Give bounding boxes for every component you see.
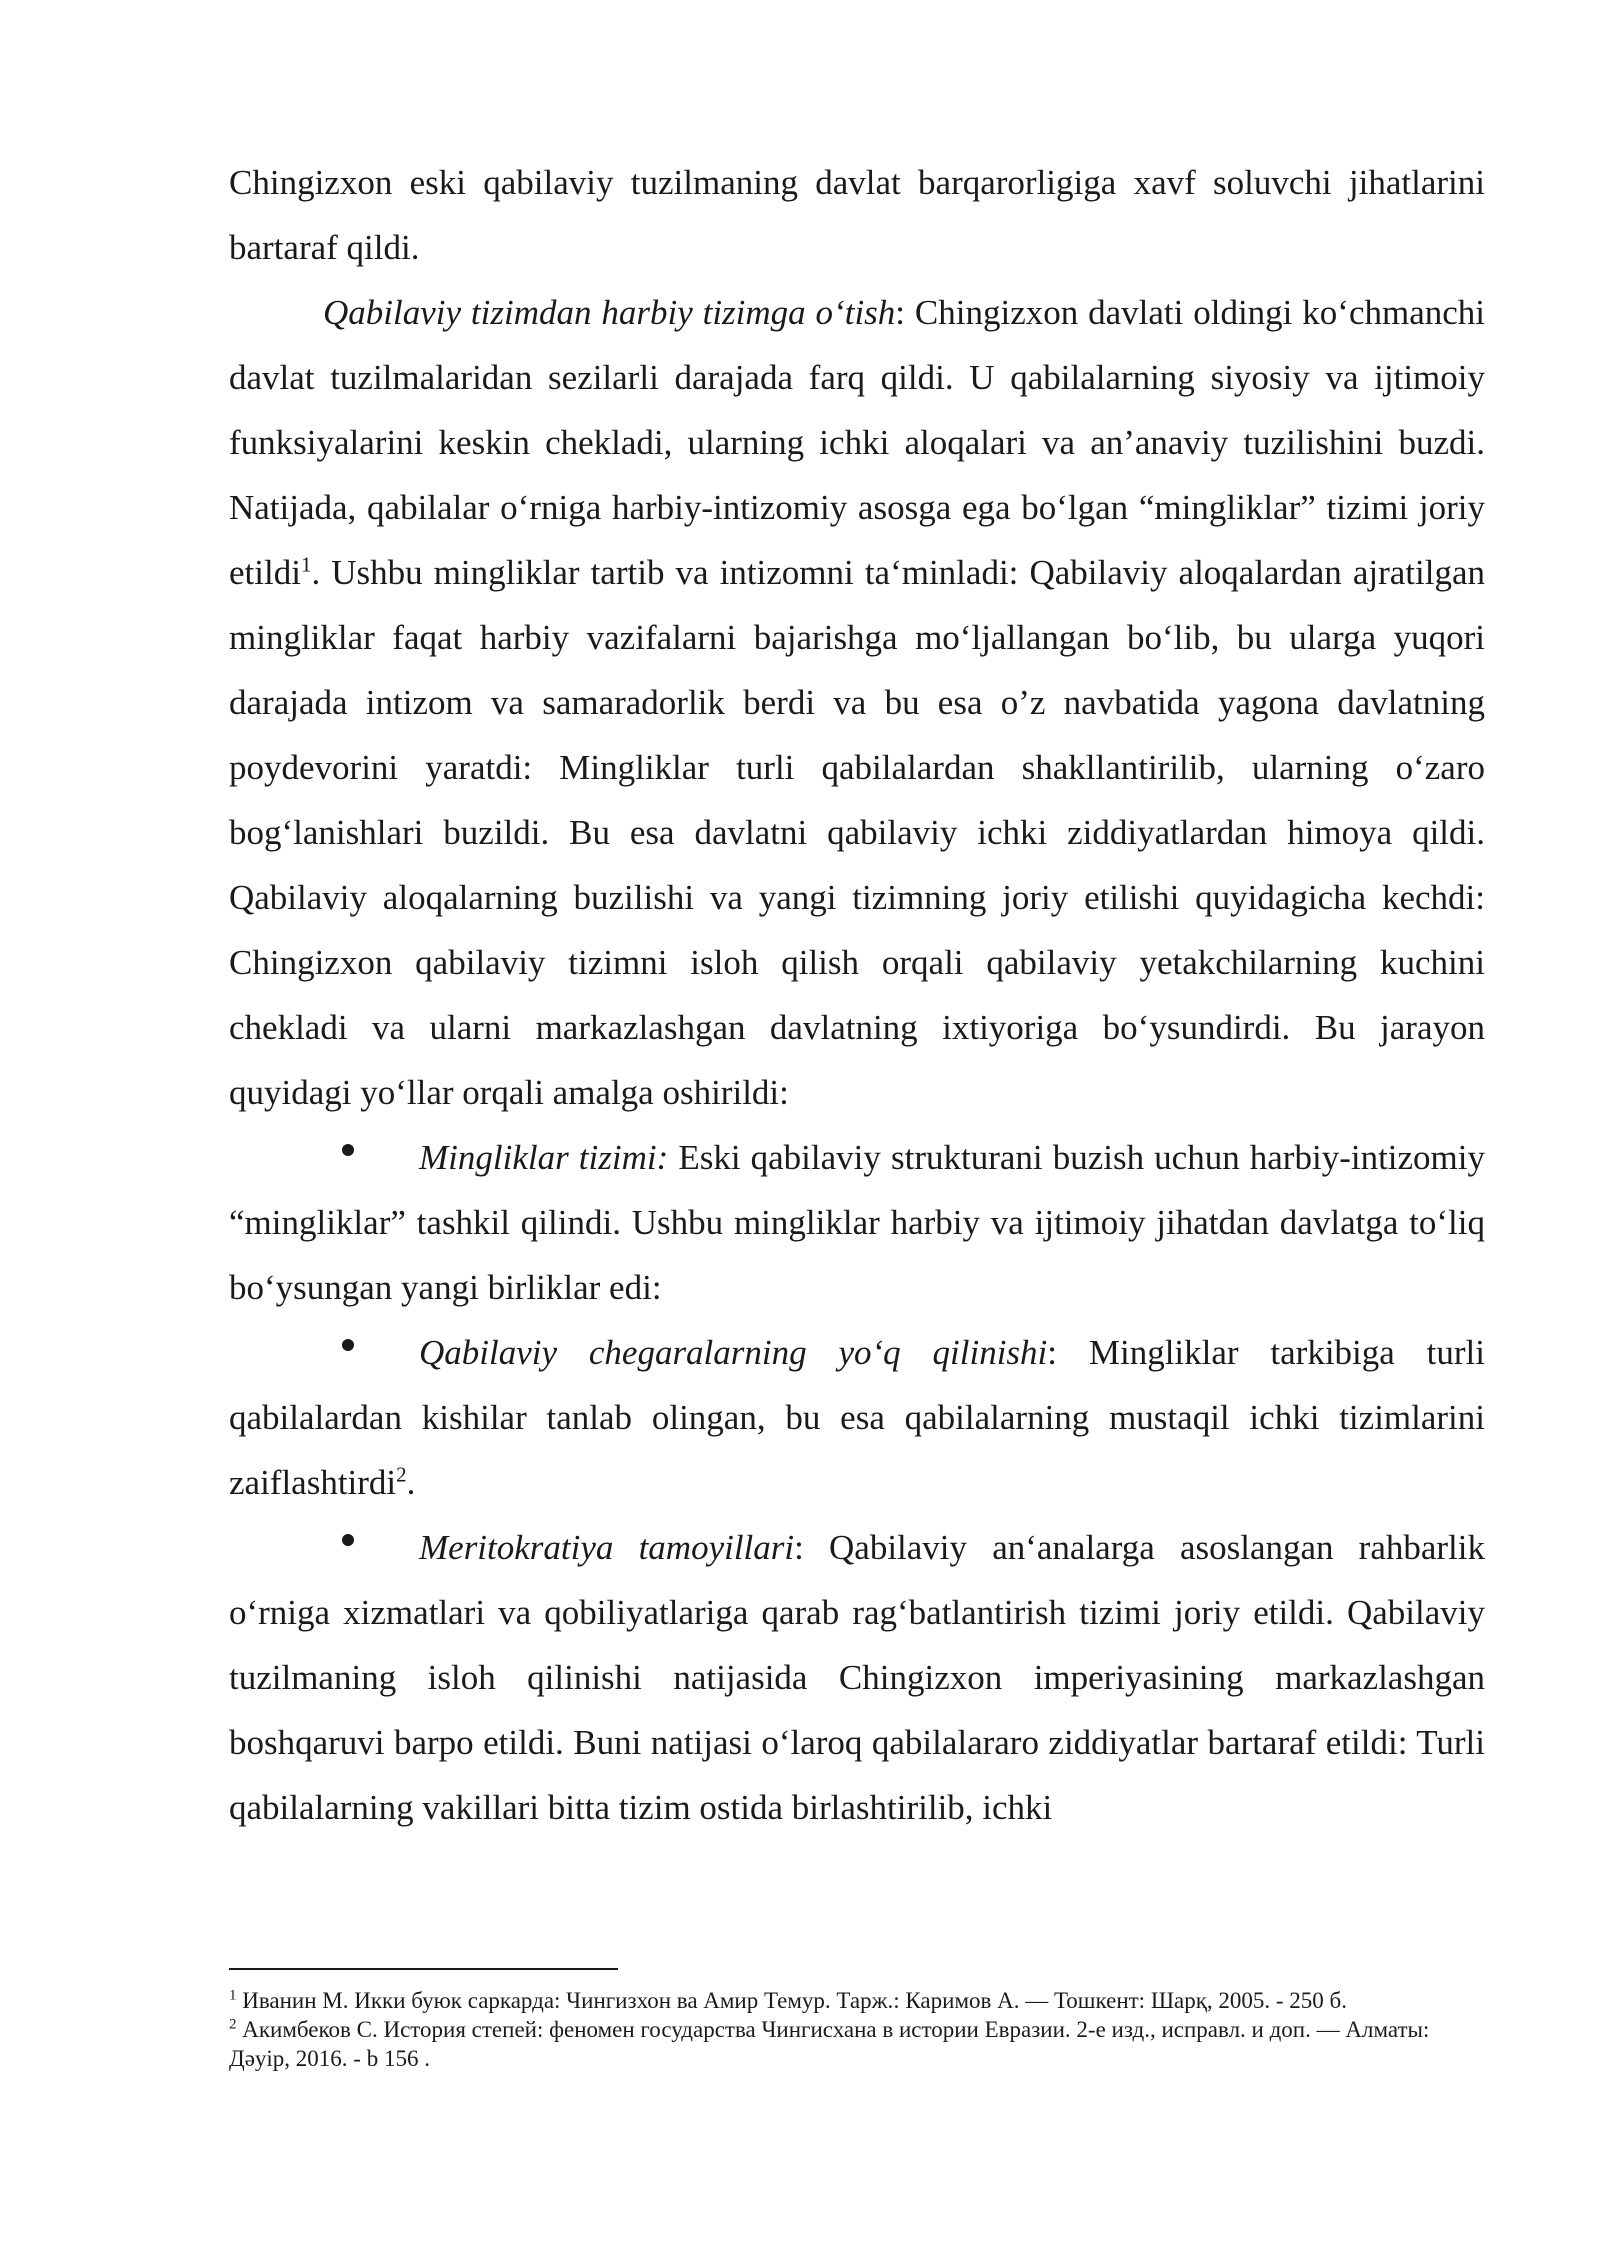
bullet-item bbox=[229, 1125, 1485, 1320]
bullet-item-text: : Mingliklar tarkibiga turli qabilalardan kishilar tanlab olingan, bu esa qabilalarning mustaqil ichki tizimlarini zaiflashtirdi bbox=[229, 1333, 1485, 1502]
bullet-item-tail: . bbox=[406, 1463, 416, 1502]
page-body bbox=[229, 150, 1485, 1840]
bullet-item bbox=[229, 1320, 1485, 1515]
footnotes-section bbox=[229, 1968, 1485, 2073]
paragraph-main bbox=[229, 280, 1485, 1125]
paragraph-main-text-b: . Ushbu mingliklar tartib va intizomni ta‘minladi: Qabilaviy aloqalardan ajratilgan mingliklar faqat harbiy vazifalarni bajarishga mo‘ljallangan bo‘lib, bu ularga yuqori darajada intizom va samaradorlik berdi va bu esa o’z navbatida yagona davlatning poydevorini yaratdi: Mingliklar turli qabilalardan shakllantirilib, ularning o‘zaro bog‘lanishlari buzildi. Bu esa davlatni qabilaviy ichki ziddiyatlardan himoya qildi. Qabilaviy aloqalarning buzilishi va yangi tizimning joriy etilishi quyidagicha kechdi: Chingizxon qabilaviy tizimni isloh qilish orqali qabilaviy yetakchilarning kuchini chekladi va ularni markazlashgan davlatning ixtiyoriga bo‘ysundirdi. Bu jarayon quyidagi yo‘llar orqali amalga oshirildi: bbox=[229, 553, 1485, 1112]
paragraph-intro-text: Chingizxon eski qabilaviy tuzilmaning davlat barqarorligiga xavf soluvchi jihatlarini bartaraf qildi. bbox=[229, 163, 1485, 267]
bullet-item-text: Eski qabilaviy strukturani buzish uchun harbiy-intizomiy “mingliklar” tashkil qilindi. Ushbu mingliklar harbiy va ijtimoiy jihatdan davlatga to‘liq bo‘ysungan yangi birliklar edi: bbox=[229, 1138, 1486, 1307]
footnote-ref-1[interactable]: 1 bbox=[300, 552, 312, 577]
paragraph-intro bbox=[229, 150, 1485, 280]
footnote-separator bbox=[229, 1968, 618, 1970]
bullet-item bbox=[229, 1515, 1485, 1840]
footnote-1 bbox=[229, 1986, 1485, 2015]
bullet-dot-icon bbox=[342, 1339, 354, 1351]
footnote-ref-2[interactable]: 2 bbox=[396, 1462, 407, 1487]
bullet-marker bbox=[229, 1363, 419, 1364]
footnote-2 bbox=[229, 2015, 1485, 2073]
paragraph-main-heading: Qabilaviy tizimdan harbiy tizimga o‘tish bbox=[323, 293, 896, 332]
paragraph-main-text-a: : Chingizxon davlati oldingi ko‘chmanchi davlat tuzilmalaridan sezilarli darajada farq qildi. U qabilalarning siyosiy va ijtimoiy funksiyalarini keskin chekladi, ularning ichki aloqalari va an’anaviy tuzilishini buzdi. Natijada, qabilalar o‘rniga harbiy-intizomiy asosga ega bo‘lgan “mingliklar” tizimi joriy etildi bbox=[229, 293, 1485, 592]
footnote-text: Иванин М. Икки буюк саркарда: Чингизхон ва Амир Темур. Тарж.: Каримов А. — Тошкент: Шарқ, 2005. - 250 б. bbox=[236, 1988, 1348, 2013]
bullet-marker bbox=[229, 1168, 419, 1169]
bullet-item-heading: Qabilaviy chegaralarning yo‘q qilinishi bbox=[419, 1333, 1048, 1372]
bullet-item-heading: Mingliklar tizimi: bbox=[419, 1138, 669, 1177]
bullet-item-heading: Meritokratiya tamoyillari bbox=[419, 1528, 795, 1567]
bullet-dot-icon bbox=[342, 1534, 354, 1546]
footnote-mark: 1 bbox=[229, 1987, 237, 2004]
footnote-text: Акимбеков С. История степей: феномен государства Чингисхана в истории Евразии. 2-е изд., исправл. и доп. — Алматы: Дәуір, 2016. - b 156 . bbox=[229, 2017, 1430, 2071]
bullet-item-text: : Qabilaviy an‘analarga asoslangan rahbarlik o‘rniga xizmatlari va qobiliyatlariga qarab rag‘batlantirish tizimi joriy etildi. Qabilaviy tuzilmaning isloh qilinishi natijasida Chingizxon imperiyasining markazlashgan boshqaruvi barpo etildi. Buni natijasi o‘laroq qabilalararo ziddiyatlar bartaraf etildi: Turli qabilalarning vakillari bitta tizim ostida birlashtirilib, ichki bbox=[229, 1528, 1486, 1827]
bullet-marker bbox=[229, 1558, 419, 1559]
bullet-dot-icon bbox=[342, 1144, 354, 1156]
footnote-mark: 2 bbox=[229, 2016, 237, 2033]
